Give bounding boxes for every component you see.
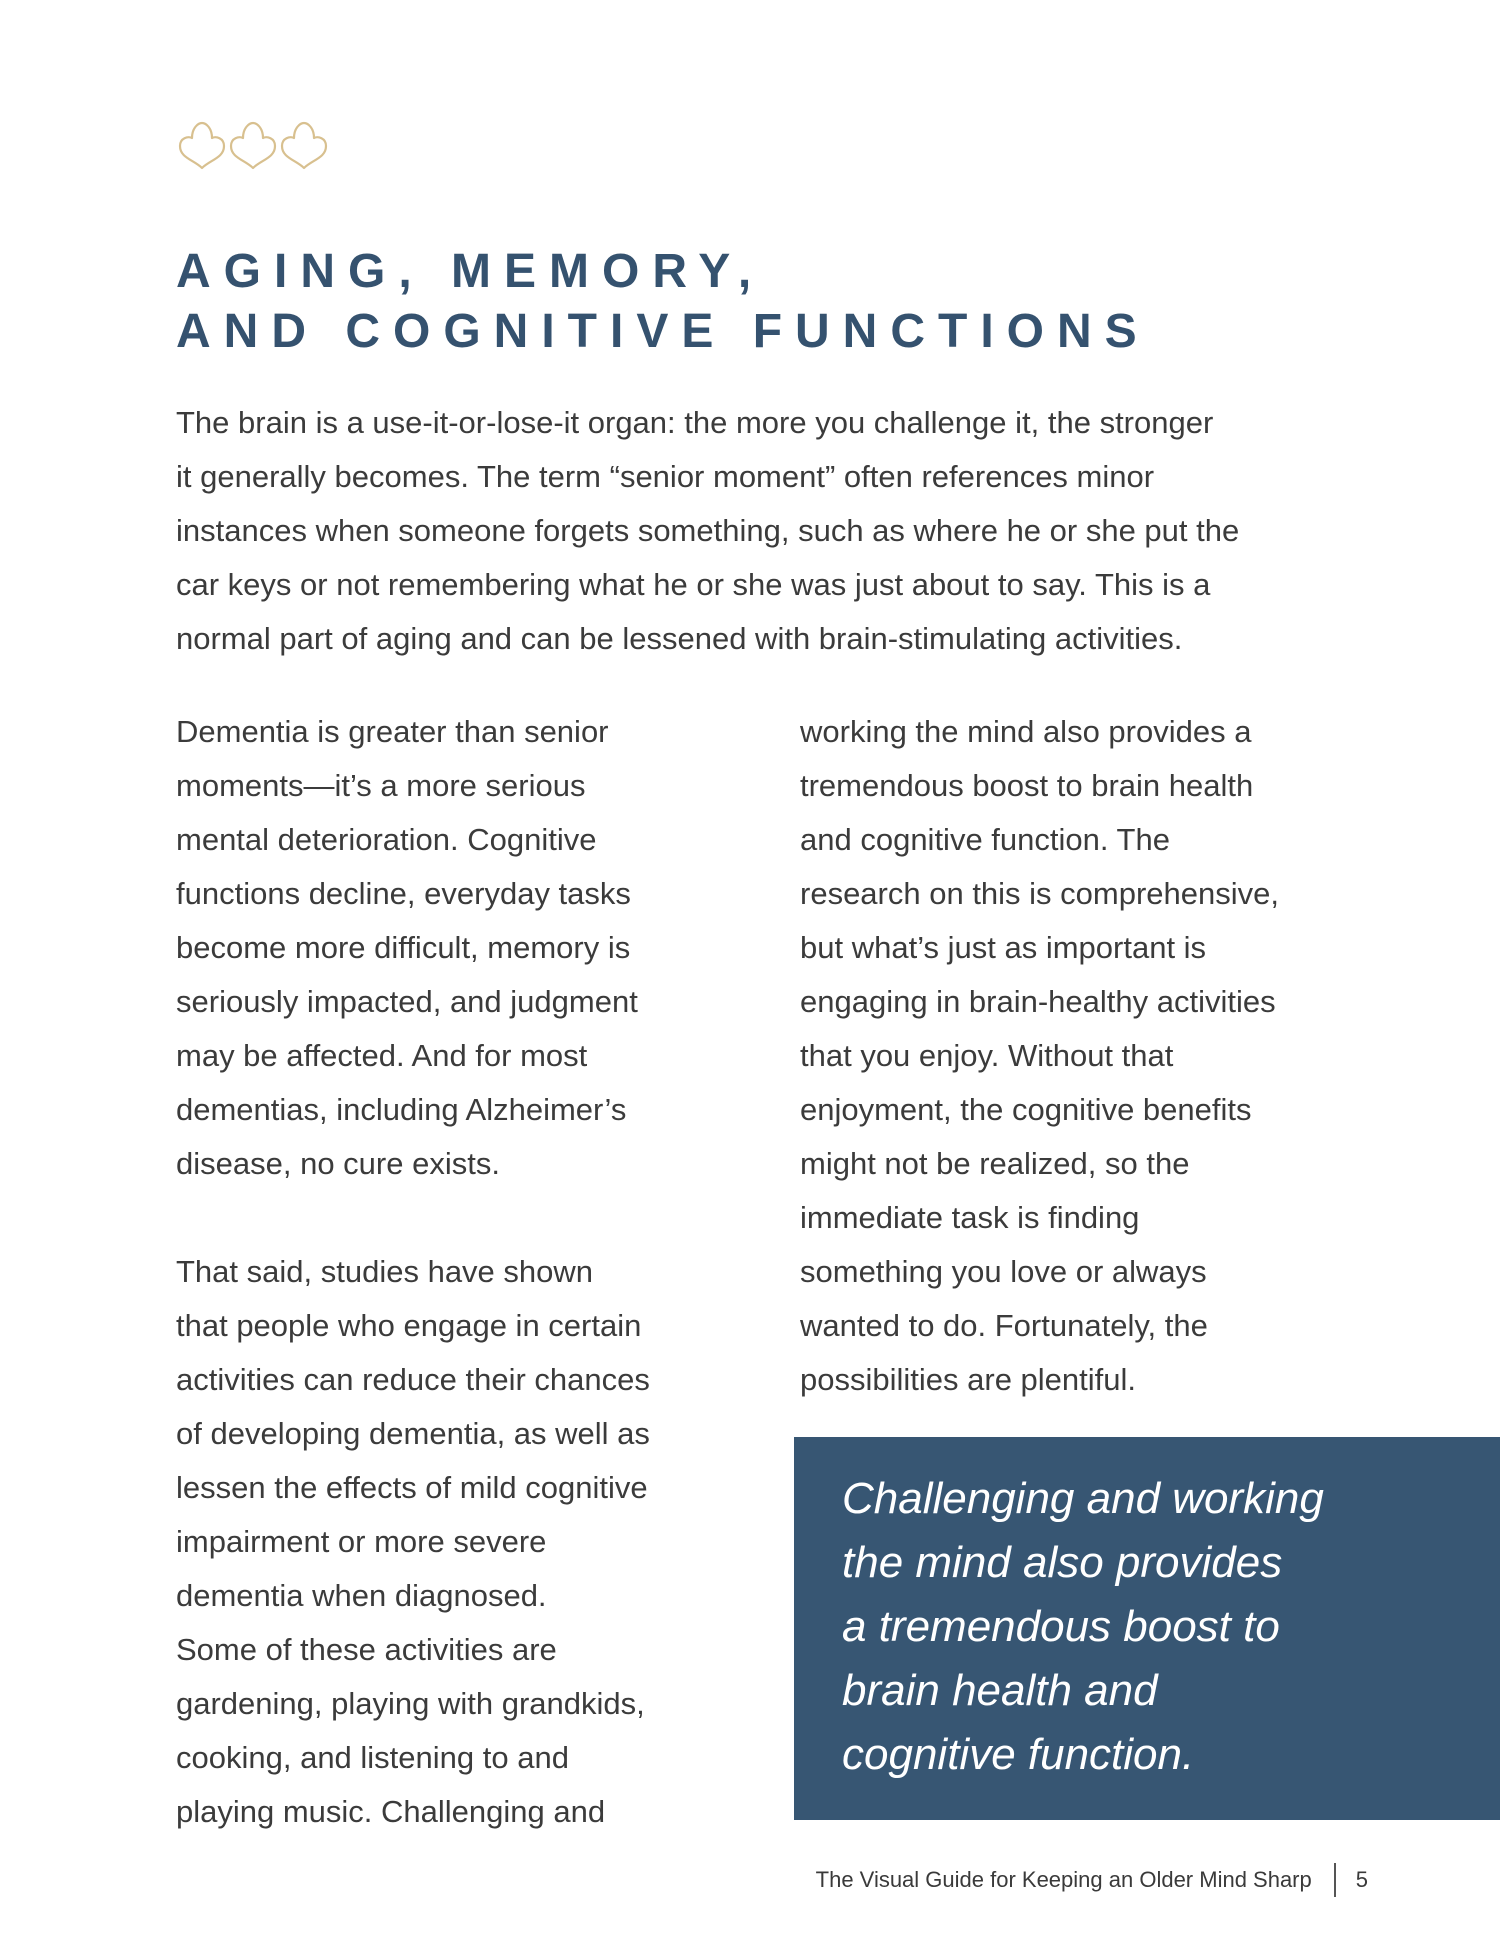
text-line: research on this is comprehensive, (800, 876, 1280, 911)
text-line: That said, studies have shown (176, 1254, 594, 1289)
text-line: might not be realized, so the (800, 1146, 1190, 1181)
text-line: mental deterioration. Cognitive (176, 822, 597, 857)
pull-quote-line: the mind also provides (842, 1538, 1283, 1587)
page-number: 5 (1355, 1867, 1368, 1892)
pull-quote-line: cognitive function. (842, 1730, 1195, 1779)
scallop-ornament-icon (176, 118, 330, 176)
text-line: disease, no cure exists. (176, 1146, 500, 1181)
studies-paragraph (176, 1245, 736, 1839)
left-column (176, 705, 736, 1839)
intro-line: car keys or not remembering what he or she was just about to say. This is a (176, 567, 1211, 602)
text-line: become more difficult, memory is (176, 930, 631, 965)
pull-quote-box (794, 1437, 1500, 1820)
page-title (176, 242, 1150, 362)
text-line: dementia when diagnosed. (176, 1578, 547, 1613)
footer-guide-title: The Visual Guide for Keeping an Older Mind Sharp (815, 1867, 1312, 1892)
text-line: functions decline, everyday tasks (176, 876, 631, 911)
intro-line: normal part of aging and can be lessened with brain-stimulating activities. (176, 621, 1183, 656)
text-line: immediate task is finding (800, 1200, 1140, 1235)
intro-paragraph (176, 396, 1326, 666)
text-line: enjoyment, the cognitive benefits (800, 1092, 1252, 1127)
text-line: and cognitive function. The (800, 822, 1170, 857)
text-line: engaging in brain-healthy activities (800, 984, 1276, 1019)
text-line: Some of these activities are (176, 1632, 557, 1667)
dementia-paragraph (176, 705, 736, 1191)
text-line: seriously impacted, and judgment (176, 984, 638, 1019)
pull-quote-line: a tremendous boost to (842, 1602, 1280, 1651)
text-line: working the mind also provides a (800, 714, 1252, 749)
text-line: wanted to do. Fortunately, the (800, 1308, 1208, 1343)
right-column (800, 705, 1360, 1407)
text-line: of developing dementia, as well as (176, 1416, 650, 1451)
text-line: dementias, including Alzheimer’s (176, 1092, 627, 1127)
text-line: playing music. Challenging and (176, 1794, 606, 1829)
text-line: activities can reduce their chances (176, 1362, 650, 1397)
intro-line: instances when someone forgets something, such as where he or she put the (176, 513, 1240, 548)
pull-quote-line: Challenging and working (842, 1474, 1324, 1523)
pull-quote-line: brain health and (842, 1666, 1158, 1715)
text-line: possibilities are plentiful. (800, 1362, 1137, 1397)
text-line: moments—it’s a more serious (176, 768, 586, 803)
footer-divider (1334, 1863, 1336, 1897)
text-line: may be affected. And for most (176, 1038, 588, 1073)
text-line: something you love or always (800, 1254, 1207, 1289)
text-line: lessen the effects of mild cognitive (176, 1470, 648, 1505)
title-line-1: AGING, MEMORY, (176, 245, 765, 298)
text-line: cooking, and listening to and (176, 1740, 569, 1775)
text-line: but what’s just as important is (800, 930, 1207, 965)
intro-line: The brain is a use-it-or-lose-it organ: the more you challenge it, the stronger (176, 405, 1214, 440)
text-line: that you enjoy. Without that (800, 1038, 1174, 1073)
text-line: impairment or more severe (176, 1524, 547, 1559)
intro-line: it generally becomes. The term “senior moment” often references minor (176, 459, 1155, 494)
text-line: Dementia is greater than senior (176, 714, 609, 749)
text-line: that people who engage in certain (176, 1308, 642, 1343)
text-line: tremendous boost to brain health (800, 768, 1254, 803)
text-line: gardening, playing with grandkids, (176, 1686, 645, 1721)
page-footer (700, 1860, 1368, 1900)
title-line-2: AND COGNITIVE FUNCTIONS (176, 305, 1150, 358)
